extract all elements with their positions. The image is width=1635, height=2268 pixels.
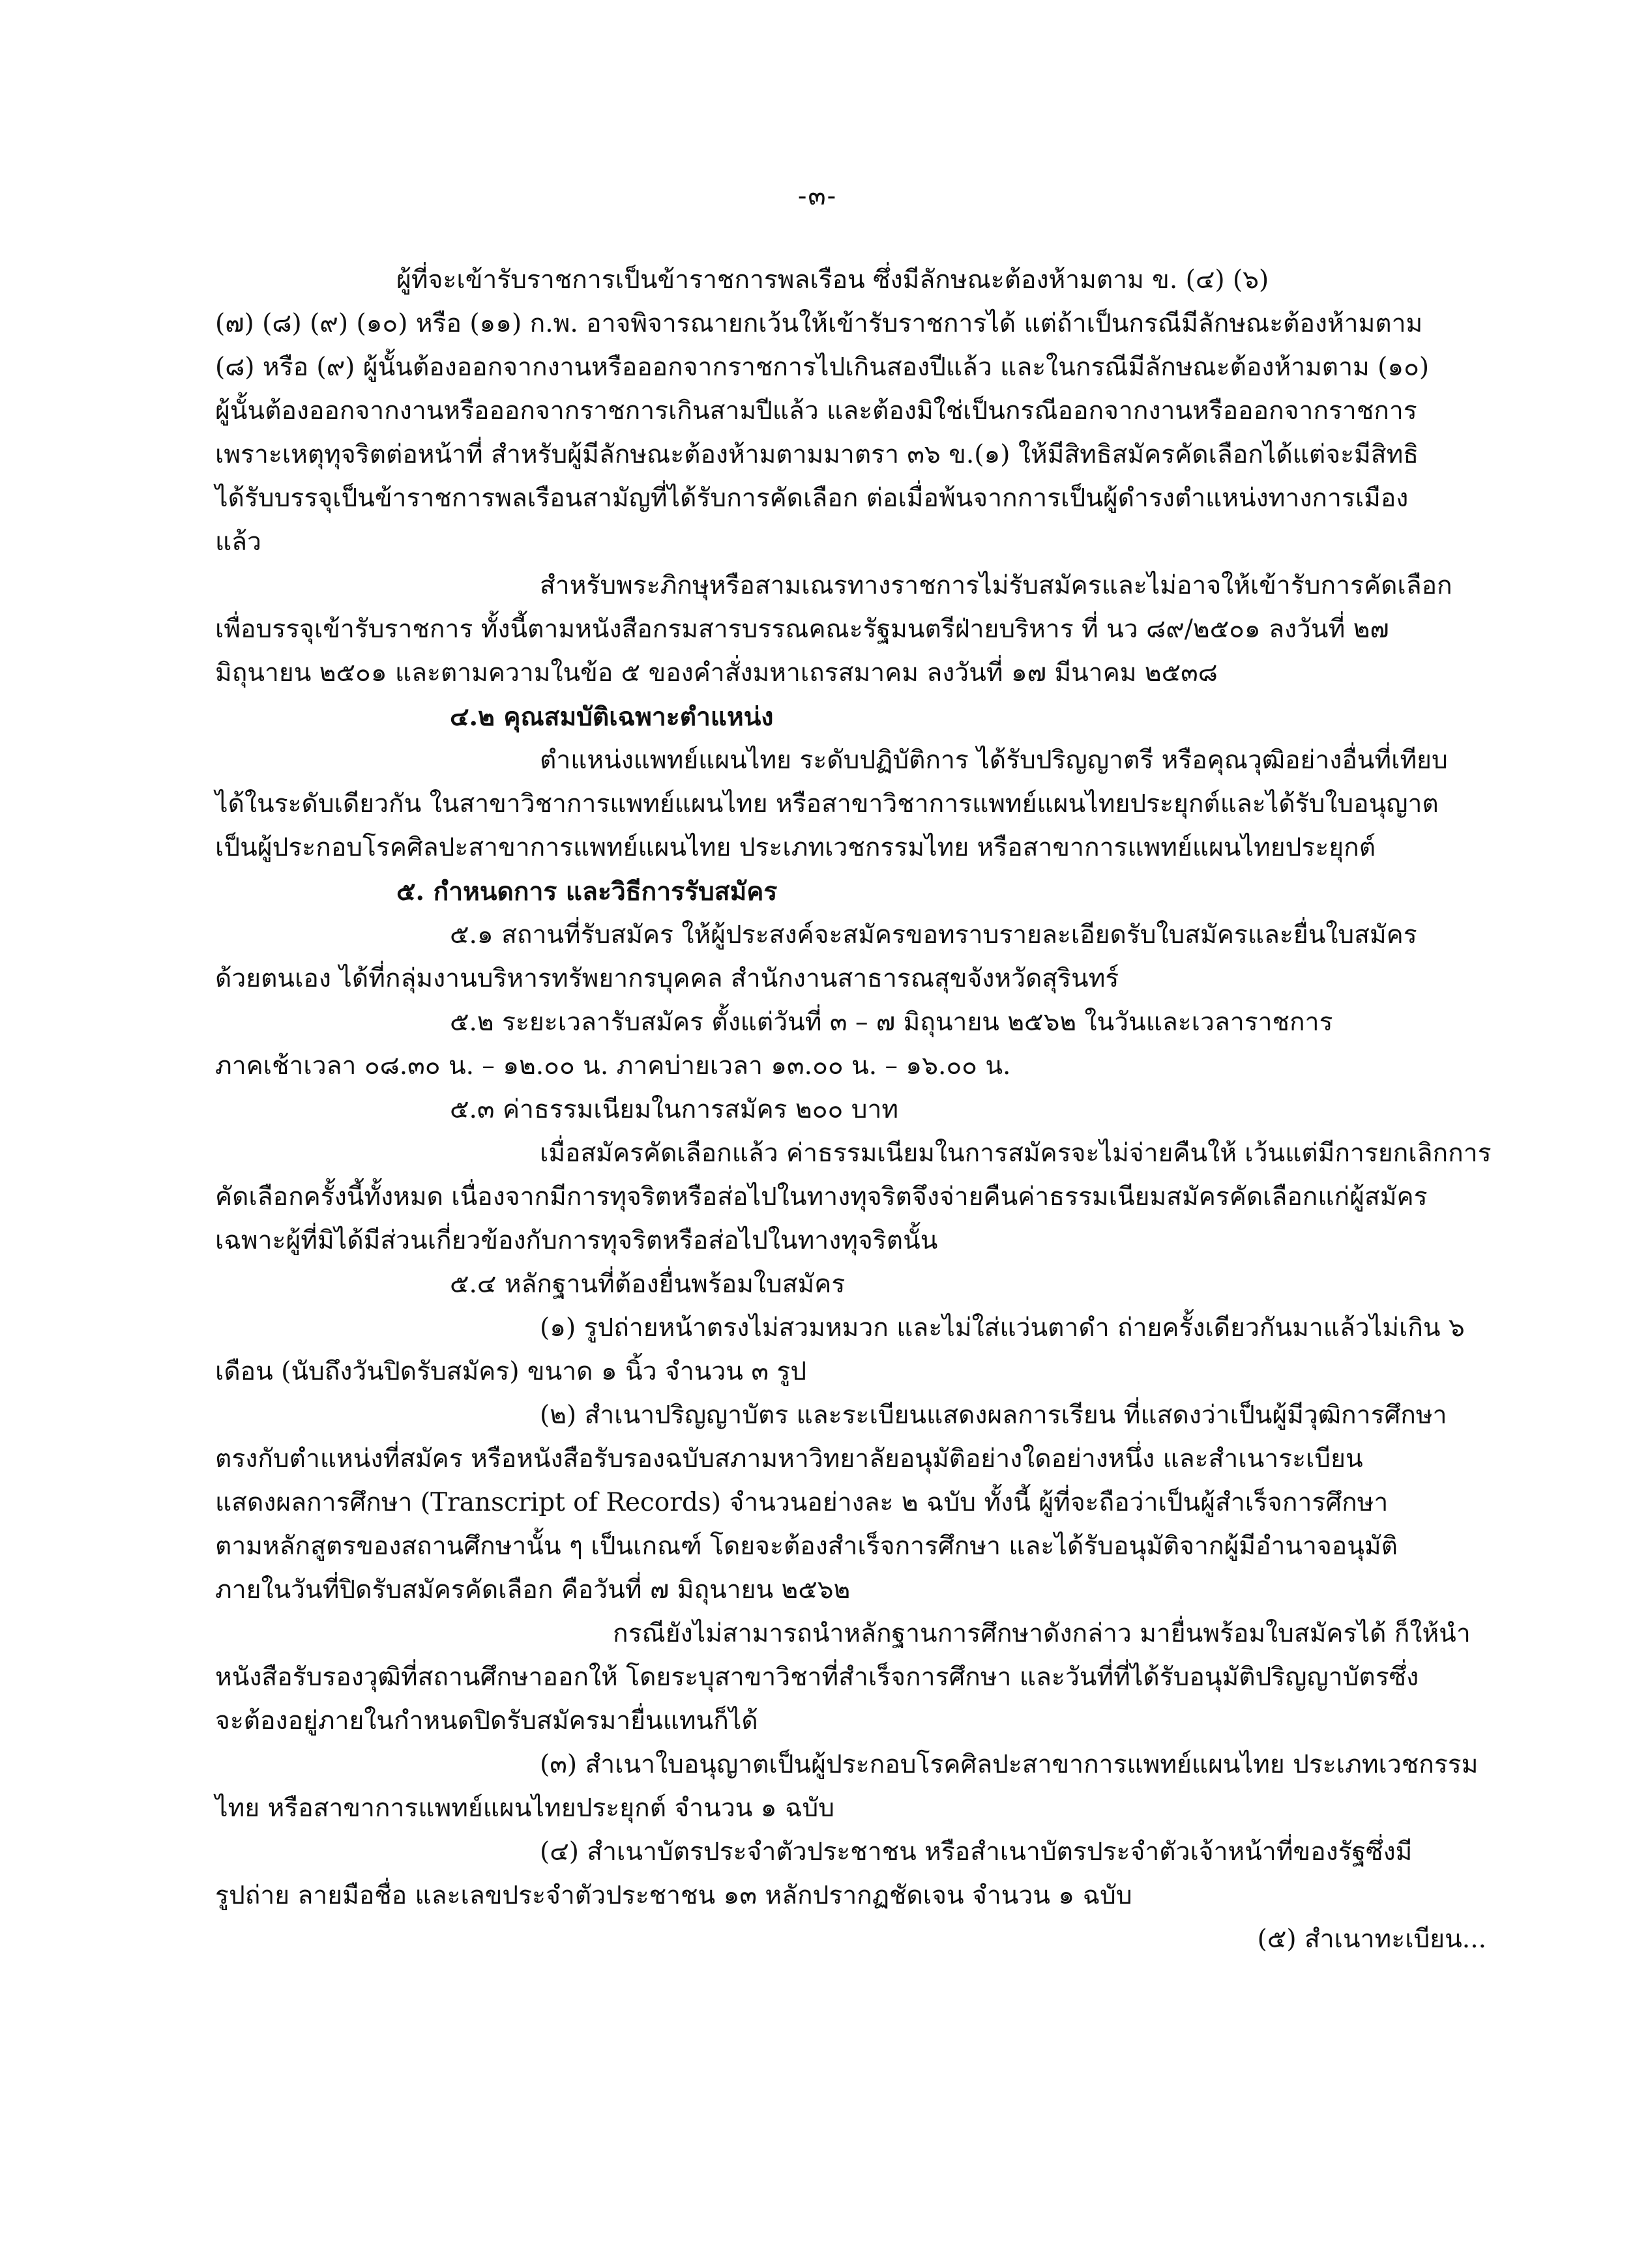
paragraph-line: ภายในวันที่ปิดรับสมัครคัดเลือก คือวันที่ ๗ มิถุนายน ๒๕๖๒ <box>215 1575 851 1605</box>
paragraph-line: ตำแหน่งแพทย์แผนไทย ระดับปฏิบัติการ ได้รับปริญญาตรี หรือคุณวุฒิอย่างอื่นที่เทียบ <box>540 746 1448 775</box>
paragraph-line: (๑) รูปถ่ายหน้าตรงไม่สวมหมวก และไม่ใส่แว่นตาดำ ถ่ายครั้งเดียวกันมาแล้วไม่เกิน ๖ <box>540 1313 1465 1343</box>
paragraph-line: (๘) หรือ (๙) ผู้นั้นต้องออกจากงานหรือออกจากราชการไปเกินสองปีแล้ว และในกรณีมีลักษณะต้องห้ามตาม (๑๐) <box>215 353 1430 382</box>
paragraph-line: ผู้ที่จะเข้ารับราชการเป็นข้าราชการพลเรือน ซึ่งมีลักษณะต้องห้ามตาม ข. (๔) (๖) <box>396 265 1269 295</box>
paragraph-line: กรณียังไม่สามารถนำหลักฐานการศึกษาดังกล่าว มายื่นพร้อมใบสมัครได้ ก็ให้นำ <box>613 1619 1471 1648</box>
paragraph-line: ตรงกับตำแหน่งที่สมัคร หรือหนังสือรับรองฉบับสภามหาวิทยาลัยอนุมัติอย่างใดอย่างหนึ่ง และสำเนาระเบียน <box>215 1444 1363 1474</box>
paragraph-line: ภาคเช้าเวลา ๐๘.๓๐ น. – ๑๒.๐๐ น. ภาคบ่ายเวลา ๑๓.๐๐ น. – ๑๖.๐๐ น. <box>215 1051 1011 1081</box>
paragraph-line: มิถุนายน ๒๕๐๑ และตามความในข้อ ๕ ของคำสั่งมหาเถรสมาคม ลงวันที่ ๑๗ มีนาคม ๒๕๓๘ <box>215 658 1218 688</box>
paragraph-line: (๓) สำเนาใบอนุญาตเป็นผู้ประกอบโรคศิลปะสาขาการแพทย์แผนไทย ประเภทเวชกรรม <box>540 1750 1479 1779</box>
section-heading-5: ๕. กำหนดการ และวิธีการรับสมัคร <box>396 877 778 907</box>
paragraph-line: ได้รับบรรจุเป็นข้าราชการพลเรือนสามัญที่ได้รับการคัดเลือก ต่อเมื่อพ้นจากการเป็นผู้ดำรงตำแหน่งทางการเมือง <box>215 484 1409 513</box>
paragraph-line: เพื่อบรรจุเข้ารับราชการ ทั้งนี้ตามหนังสือกรมสารบรรณคณะรัฐมนตรีฝ่ายบริหาร ที่ นว ๘๙/๒๕๐๑ ลงวันที่ ๒๗ <box>215 615 1389 644</box>
paragraph-line: เมื่อสมัครคัดเลือกแล้ว ค่าธรรมเนียมในการสมัครจะไม่จ่ายคืนให้ เว้นแต่มีการยกเลิกการ <box>540 1139 1492 1168</box>
paragraph-line: (๔) สำเนาบัตรประจำตัวประชาชน หรือสำเนาบัตรประจำตัวเจ้าหน้าที่ของรัฐซึ่งมี <box>540 1837 1413 1867</box>
paragraph-line: ๕.๓ ค่าธรรมเนียมในการสมัคร ๒๐๐ บาท <box>450 1095 899 1124</box>
paragraph-line: ไทย หรือสาขาการแพทย์แผนไทยประยุกต์ จำนวน ๑ ฉบับ <box>215 1794 835 1823</box>
page-number: -๓- <box>797 181 838 211</box>
continuation-note: (๕) สำเนาทะเบียน... <box>1257 1925 1486 1954</box>
paragraph-line: เป็นผู้ประกอบโรคศิลปะสาขาการแพทย์แผนไทย ประเภทเวชกรรมไทย หรือสาขาการแพทย์แผนไทยประยุกต์ <box>215 833 1376 862</box>
paragraph-line: ๕.๑ สถานที่รับสมัคร ให้ผู้ประสงค์จะสมัครขอทราบรายละเอียดรับใบสมัครและยื่นใบสมัคร <box>450 920 1417 950</box>
paragraph-line: เพราะเหตุทุจริตต่อหน้าที่ สำหรับผู้มีลักษณะต้องห้ามตามมาตรา ๓๖ ข.(๑) ให้มีสิทธิสมัครคัดเลือกได้แต่จะมีสิทธิ <box>215 440 1419 469</box>
paragraph-line: ผู้นั้นต้องออกจากงานหรือออกจากราชการเกินสามปีแล้ว และต้องมิใช่เป็นกรณีออกจากงานหรือออกจากราชการ <box>215 396 1417 426</box>
paragraph-line: (๒) สำเนาปริญญาบัตร และระเบียนแสดงผลการเรียน ที่แสดงว่าเป็นผู้มีวุฒิการศึกษา <box>540 1401 1447 1430</box>
paragraph-line: รูปถ่าย ลายมือชื่อ และเลขประจำตัวประชาชน ๑๓ หลักปรากฏชัดเจน จำนวน ๑ ฉบับ <box>215 1881 1132 1910</box>
paragraph-line: สำหรับพระภิกษุหรือสามเณรทางราชการไม่รับสมัครและไม่อาจให้เข้ารับการคัดเลือก <box>540 571 1452 600</box>
paragraph-line: ๕.๒ ระยะเวลารับสมัคร ตั้งแต่วันที่ ๓ – ๗ มิถุนายน ๒๕๖๒ ในวันและเวลาราชการ <box>450 1008 1333 1037</box>
paragraph-line: เดือน (นับถึงวันปิดรับสมัคร) ขนาด ๑ นิ้ว จำนวน ๓ รูป <box>215 1357 807 1386</box>
paragraph-line: แสดงผลการศึกษา (Transcript of Records) จำนวนอย่างละ ๒ ฉบับ ทั้งนี้ ผู้ที่จะถือว่าเป็นผู้สำเร็จการศึกษา <box>215 1488 1389 1517</box>
paragraph-line: จะต้องอยู่ภายในกำหนดปิดรับสมัครมายื่นแทนก็ได้ <box>215 1706 758 1736</box>
paragraph-line: หนังสือรับรองวุฒิที่สถานศึกษาออกให้ โดยระบุสาขาวิชาที่สำเร็จการศึกษา และวันที่ที่ได้รับอนุมัติปริญญาบัตรซึ่ง <box>215 1663 1419 1692</box>
paragraph-line: คัดเลือกครั้งนี้ทั้งหมด เนื่องจากมีการทุจริตหรือส่อไปในทางทุจริตจึงจ่ายคืนค่าธรรมเนียมสมัครคัดเลือกแก่ผู้สมัคร <box>215 1182 1428 1212</box>
paragraph-line: (๗) (๘) (๙) (๑๐) หรือ (๑๑) ก.พ. อาจพิจารณายกเว้นให้เข้ารับราชการได้ แต่ถ้าเป็นกรณีมีลักษณะต้องห้ามตาม <box>215 309 1423 338</box>
paragraph-line: เฉพาะผู้ที่มิได้มีส่วนเกี่ยวข้องกับการทุจริตหรือส่อไปในทางทุจริตนั้น <box>215 1226 938 1255</box>
paragraph-line: ตามหลักสูตรของสถานศึกษานั้น ๆ เป็นเกณฑ์ โดยจะต้องสำเร็จการศึกษา และได้รับอนุมัติจากผู้มีอำนาจอนุมัติ <box>215 1532 1398 1561</box>
paragraph-line: ด้วยตนเอง ได้ที่กลุ่มงานบริหารทรัพยากรบุคคล สำนักงานสาธารณสุขจังหวัดสุรินทร์ <box>215 964 1119 993</box>
section-heading-4-2: ๔.๒ คุณสมบัติเฉพาะตำแหน่ง <box>450 702 774 732</box>
paragraph-line: ๕.๔ หลักฐานที่ต้องยื่นพร้อมใบสมัคร <box>450 1270 846 1299</box>
paragraph-line: แล้ว <box>215 527 261 557</box>
paragraph-line: ได้ในระดับเดียวกัน ในสาขาวิชาการแพทย์แผนไทย หรือสาขาวิชาการแพทย์แผนไทยประยุกต์และได้รับใบอนุญาต <box>215 789 1439 819</box>
